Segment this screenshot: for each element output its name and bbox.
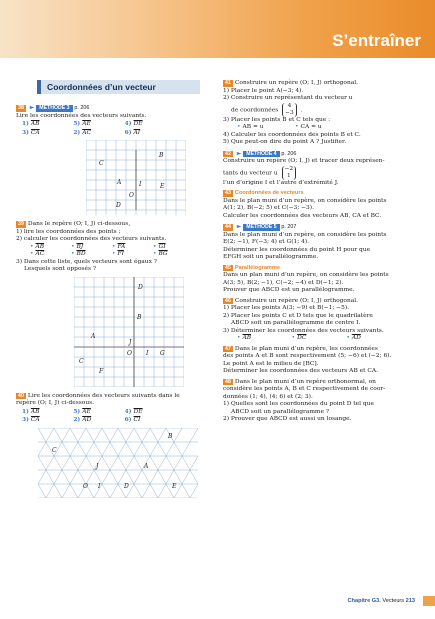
- point-label-a: A: [144, 462, 149, 470]
- exercise-number: 44: [225, 224, 231, 230]
- exercise-46: [223, 298, 419, 343]
- exercise-number: 46: [225, 297, 231, 304]
- point-label-c: C: [99, 160, 104, 167]
- point-label-o: O: [83, 482, 88, 490]
- point-label-i: I: [146, 349, 149, 357]
- question-5: 5) Que peut-on dire du point A ? Justifier.: [223, 139, 347, 145]
- exercise-text: Dans un plan muni d’un repère, on considère les points: [223, 272, 389, 278]
- exercise-text: données (1; 4), (4; 6) et (2; 3).: [223, 393, 313, 400]
- point-label-e: E: [172, 482, 177, 490]
- exercise-number: 38: [18, 105, 24, 111]
- vector-list: [223, 335, 401, 343]
- vector-list: [16, 120, 176, 137]
- exercise-number: 42: [225, 150, 231, 157]
- exercise-48: [223, 379, 419, 424]
- left-margin: [0, 58, 4, 619]
- arrow-right-icon: ►: [29, 104, 35, 111]
- exercise-43: [223, 190, 419, 220]
- exercise-38: [16, 104, 205, 215]
- page-ref[interactable]: p. 206: [281, 150, 297, 157]
- list-item: • $\overline{FA}$: [112, 243, 126, 250]
- exercise-42: [223, 150, 419, 188]
- exercise-text: Construire un repère (O; I, J) et tracer deux représen-: [223, 158, 385, 164]
- exercise-text: Dans le plan muni d’un repère, les coordonnées: [234, 345, 378, 352]
- list-item: 1) $\overline{AB}$: [22, 120, 40, 127]
- vector-coordinates: de coordonnées 4 −3 .: [231, 102, 303, 116]
- list-item: • $\overline{AD}$: [346, 335, 361, 341]
- right-column: [223, 80, 419, 427]
- point-label-b: B: [159, 152, 164, 159]
- exercise-number: 43: [225, 190, 231, 196]
- question-2-continued: ABCD soit un parallélogramme de centre I.: [231, 320, 361, 326]
- question-2: 2) Placer les points C et D tels que le quadrilatère: [223, 312, 373, 319]
- exercise-39: [16, 221, 205, 387]
- list-item: 3) $\overline{CA}$: [22, 416, 40, 423]
- exercise-number: 48: [225, 378, 231, 385]
- question-3: 3) Dans cette liste, quels vecteurs sont égaux ?: [16, 258, 157, 265]
- exercise-47: [223, 346, 419, 376]
- question-1: 1) Placer le point A(−3; 4).: [223, 87, 304, 94]
- list-item: 1) $\overline{AB}$: [22, 407, 40, 415]
- list-item: • $\overline{AB}$: [237, 335, 252, 341]
- list-item: 6) $\overline{CI}$: [124, 416, 141, 423]
- question-2: 2) calculer les coordonnées des vecteurs suivants.: [16, 236, 167, 242]
- point-label-o: O: [127, 349, 132, 357]
- footer-chapter: Chapitre G3.: [347, 598, 381, 604]
- arrow-right-icon: ►: [236, 223, 242, 230]
- page-ref[interactable]: p. 207: [281, 224, 297, 230]
- point-label-c: C: [79, 357, 84, 365]
- point-label-d: D: [138, 283, 143, 291]
- list-item: 2) $\overline{AC}$: [73, 128, 91, 136]
- exercise-text: Lire les coordonnées des vecteurs suivants.: [16, 112, 147, 119]
- vector-list: [16, 244, 194, 259]
- exercise-text: considère les points A, B et C respectivement de coor-: [223, 386, 386, 392]
- question-3: 3) Placer les points B et C tels que :: [223, 116, 331, 123]
- vector-equalities: [223, 124, 353, 132]
- vector-list: [16, 408, 176, 425]
- exercise-text: Construire un repère (O; I, J) orthogonal.: [234, 80, 359, 86]
- list-item: 5) $\overline{AE}$: [73, 407, 91, 415]
- point-label-j: J: [129, 338, 132, 346]
- list-item: • AB = u: [237, 124, 264, 130]
- exercise-text: Prouver que ABCD est un parallélogramme.: [223, 287, 355, 293]
- point-label-j: J: [96, 462, 99, 470]
- exercise-text: Déterminer les coordonnées du point H pour que: [223, 246, 371, 253]
- list-item: • $\overline{DC}$: [291, 335, 307, 341]
- figure-40-triangle-grid: [38, 428, 198, 498]
- point-label-i: I: [98, 482, 101, 490]
- question-2: 2) Construire un représentant du vecteur u: [223, 95, 353, 101]
- exercise-text: A(1; 2), B(−2; 5) et C(−3; −3).: [223, 205, 314, 211]
- exercise-text-continued: l’un d’origine I et l’autre d’extrémité J.: [223, 179, 339, 186]
- exercise-topic: Parallélogramme: [234, 264, 280, 271]
- page-ref[interactable]: p. 206: [74, 105, 90, 111]
- figure-39-grid: [74, 277, 184, 387]
- exercise-topic: Coordonnées de vecteurs: [234, 190, 304, 196]
- point-label-o: O: [129, 192, 134, 199]
- exercise-number: 39: [18, 221, 24, 227]
- arrow-right-icon: ►: [236, 149, 242, 157]
- point-label-a: A: [91, 332, 96, 340]
- point-label-d: D: [124, 482, 129, 490]
- exercise-number: 40: [18, 392, 24, 399]
- exercise-text: Dans le repère (O; I, J) ci-dessous,: [27, 221, 131, 227]
- list-item: • $\overline{AC}$: [30, 251, 45, 257]
- figure-38-grid: [86, 140, 186, 215]
- question-3: 3) Déterminer les coordonnées des vecteurs suivants.: [223, 327, 384, 334]
- exercise-text: Déterminer les coordonnées des vecteurs AB et CA.: [223, 368, 379, 374]
- list-item: • $\overline{FI}$: [112, 251, 124, 257]
- list-item: 6) $\overline{AI}$: [124, 128, 141, 136]
- list-item: • $\overline{BJ}$: [71, 243, 84, 250]
- exercise-text: Lire les coordonnées des vecteurs suivants dans le: [27, 392, 180, 399]
- exercise-40: [16, 393, 205, 498]
- exercise-text: Construire un repère (O; I, J) orthogonal.: [234, 297, 359, 304]
- list-item: 3) $\overline{CA}$: [22, 128, 40, 136]
- list-item: • $\overline{AB}$: [30, 243, 45, 250]
- point-label-c: C: [52, 446, 57, 454]
- point-label-a: A: [117, 179, 122, 186]
- list-item: • $\overline{BD}$: [71, 251, 86, 257]
- question-4: 4) Calculer les coordonnées des points B et C.: [223, 131, 361, 138]
- method-badge[interactable]: MÉTHODE 4: [243, 151, 279, 158]
- left-column: [16, 104, 205, 501]
- method-badge[interactable]: MÉTHODE 5: [243, 224, 279, 231]
- question-1: 1) Quelles sont les coordonnées du point D tel que: [223, 401, 374, 407]
- exercise-text: Dans le plan muni d’un repère, on considère les points: [223, 231, 387, 238]
- exercise-number: 47: [225, 345, 231, 352]
- exercise-44: [223, 223, 419, 262]
- exercise-text-continued: repère (O; I, J) ci-dessous.: [16, 400, 95, 406]
- point-label-d: D: [116, 202, 121, 209]
- question-1: 1) lire les coordonnées des points ;: [16, 228, 121, 235]
- page-header-title: S’entraîner: [332, 31, 421, 50]
- method-badge[interactable]: MÉTHODE 3: [36, 105, 72, 112]
- point-label-g: G: [160, 349, 165, 357]
- list-item: 4) $\overline{DE}$: [124, 120, 143, 127]
- exercise-41: [223, 80, 419, 147]
- point-label-b: B: [168, 432, 173, 440]
- exercise-number: 41: [225, 80, 231, 86]
- exercise-45: [223, 265, 419, 295]
- question-1: 1) Placer les points A(3; −9) et B(−1; −5).: [223, 305, 350, 311]
- question-3-continued: Lesquels sont opposés ?: [24, 266, 97, 272]
- point-label-i: I: [139, 181, 142, 188]
- list-item: • $\overline{BG}$: [153, 251, 168, 257]
- point-label-b: B: [137, 313, 142, 321]
- coordinate-matrix: 4 −3: [282, 103, 297, 117]
- exercise-text: EFGH soit un parallélogramme.: [223, 254, 319, 260]
- page-footer: [348, 598, 416, 604]
- exercise-text: des points A et B sont respectivement (5; −6) et (−2; 6).: [223, 353, 392, 359]
- exercise-text: E(2; −1), F(−3; 4) et G(1; 4).: [223, 239, 310, 245]
- exercise-text: Dans le plan muni d’un repère orthonormal, on: [234, 378, 376, 385]
- list-item: 5) $\overline{AE}$: [73, 120, 91, 127]
- exercise-text: Calculer les coordonnées des vecteurs AB, CA et BC.: [223, 212, 382, 219]
- point-label-f: F: [99, 367, 104, 375]
- list-item: • $\overline{GI}$: [153, 243, 166, 250]
- question-2: 2) Prouver que ABCD est aussi un losange.: [223, 416, 352, 422]
- exercise-text: Dans le plan muni d’un repère, on considère les points: [223, 197, 387, 204]
- list-item: • CA = u: [295, 124, 322, 130]
- list-item: 2) $\overline{AD}$: [73, 416, 92, 423]
- exercise-text: A(3; 5), B(2; −1), C(−2; −4) et D(−1; 2).: [223, 279, 344, 286]
- footer-accent: [423, 596, 435, 606]
- footer-title: Vecteurs: [382, 598, 405, 604]
- page-number: 213: [405, 598, 415, 604]
- list-item: 4) $\overline{DE}$: [124, 407, 143, 415]
- exercise-number: 45: [225, 264, 231, 271]
- section-title: Coordonnées d’un vecteur: [37, 80, 200, 94]
- point-label-e: E: [160, 183, 165, 190]
- vector-coordinates: tants du vecteur u −2 1: [223, 166, 419, 180]
- coordinate-matrix: −2 1: [282, 166, 297, 180]
- exercise-text: Le point A est le milieu de [BC].: [223, 360, 319, 367]
- question-1-continued: ABCD soit un parallélogramme ?: [231, 408, 330, 415]
